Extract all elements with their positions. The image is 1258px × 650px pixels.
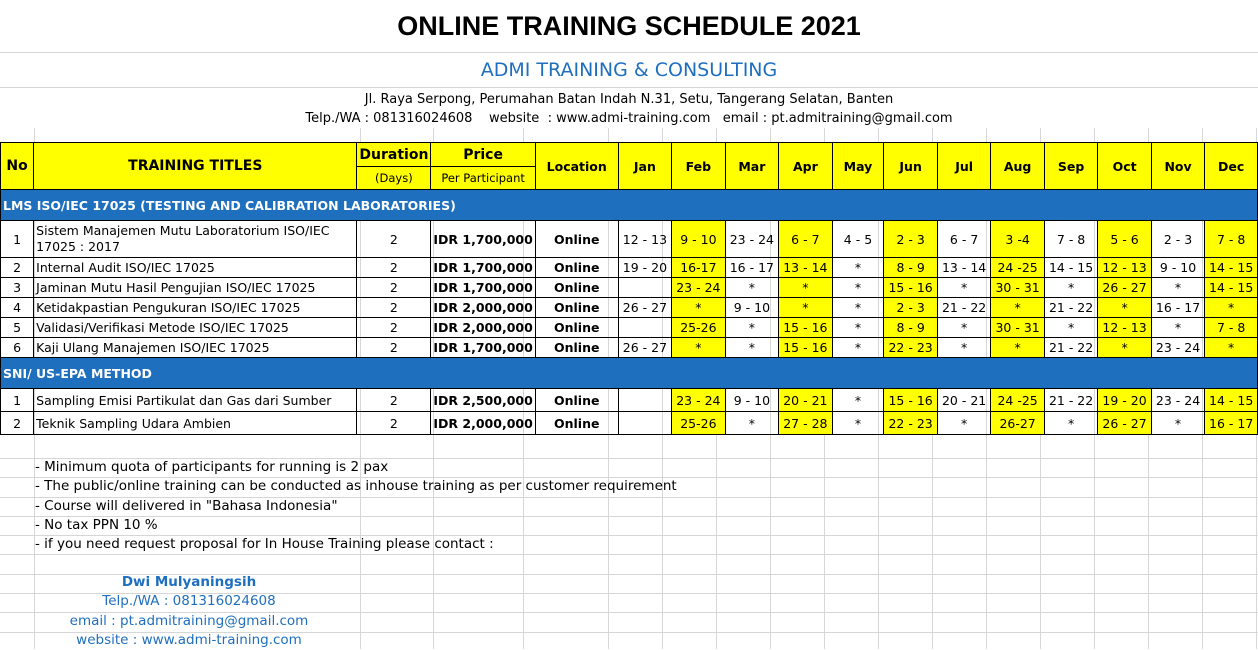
schedule-date-cell: * bbox=[1044, 278, 1097, 298]
duration-cell: 2 bbox=[357, 318, 431, 338]
location-cell: Online bbox=[535, 389, 618, 412]
location-cell: Online bbox=[535, 318, 618, 338]
schedule-date-cell: * bbox=[725, 318, 778, 338]
schedule-date-cell: * bbox=[1151, 412, 1204, 435]
schedule-date-cell: * bbox=[725, 338, 778, 358]
schedule-date-cell: * bbox=[937, 278, 990, 298]
schedule-date-cell: 13 - 14 bbox=[779, 258, 832, 278]
schedule-date-cell: * bbox=[832, 338, 884, 358]
header-row bbox=[1, 143, 1258, 167]
schedule-date-cell: 3 -4 bbox=[991, 221, 1044, 258]
schedule-date-cell: 24 -25 bbox=[991, 389, 1044, 412]
price-cell: IDR 2,500,000 bbox=[431, 389, 535, 412]
schedule-date-cell: 2 - 3 bbox=[884, 298, 937, 318]
table-row bbox=[1, 221, 1258, 258]
contact-phone: Telp./WA : 081316024608 bbox=[102, 593, 276, 610]
contact-email: email : pt.admitraining@gmail.com bbox=[69, 612, 309, 629]
training-title: Sistem Manajemen Mutu Laboratorium ISO/IEC 17025 : 2017 bbox=[34, 221, 357, 258]
header-location: Location bbox=[535, 143, 618, 190]
schedule-date-cell: * bbox=[725, 412, 778, 435]
schedule-date-cell: 20 - 21 bbox=[937, 389, 990, 412]
schedule-date-cell: 20 - 21 bbox=[779, 389, 832, 412]
schedule-date-cell: 15 - 16 bbox=[884, 278, 937, 298]
schedule-date-cell: 19 - 20 bbox=[1098, 389, 1151, 412]
location-cell: Online bbox=[535, 258, 618, 278]
schedule-date-cell: 16 - 17 bbox=[1205, 412, 1258, 435]
price-cell: IDR 2,000,000 bbox=[431, 298, 535, 318]
duration-cell: 2 bbox=[357, 389, 431, 412]
schedule-date-cell: * bbox=[672, 298, 725, 318]
schedule-date-cell: * bbox=[1098, 338, 1151, 358]
price-cell: IDR 2,000,000 bbox=[431, 412, 535, 435]
schedule-date-cell: 6 - 7 bbox=[779, 221, 832, 258]
schedule-date-cell: 7 - 8 bbox=[1205, 221, 1258, 258]
schedule-date-cell: 23 - 24 bbox=[672, 389, 725, 412]
schedule-date-cell: 30 - 31 bbox=[991, 318, 1044, 338]
schedule-date-cell: 21 - 22 bbox=[1044, 298, 1097, 318]
row-number: 2 bbox=[1, 412, 34, 435]
schedule-date-cell: 26 - 27 bbox=[1098, 412, 1151, 435]
location-cell: Online bbox=[535, 298, 618, 318]
schedule-date-cell: * bbox=[937, 338, 990, 358]
row-number: 3 bbox=[1, 278, 34, 298]
training-title: Teknik Sampling Udara Ambien bbox=[34, 412, 357, 435]
schedule-date-cell: * bbox=[779, 298, 832, 318]
schedule-date-cell: * bbox=[832, 412, 884, 435]
schedule-date-cell: * bbox=[1205, 338, 1258, 358]
schedule-date-cell: * bbox=[991, 338, 1044, 358]
price-cell: IDR 2,000,000 bbox=[431, 318, 535, 338]
company-contact-line: Telp./WA : 081316024608 website : www.admi-training.com email : pt.admitraining@gmail.com bbox=[0, 109, 1258, 128]
header-month: Feb bbox=[672, 143, 725, 190]
table-row bbox=[1, 298, 1258, 318]
duration-cell: 2 bbox=[357, 412, 431, 435]
row-number: 1 bbox=[1, 221, 34, 258]
schedule-date-cell: * bbox=[832, 318, 884, 338]
training-title: Validasi/Verifikasi Metode ISO/IEC 17025 bbox=[34, 318, 357, 338]
header-month: Nov bbox=[1151, 143, 1204, 190]
location-cell: Online bbox=[535, 221, 618, 258]
schedule-date-cell: 12 - 13 bbox=[1098, 258, 1151, 278]
location-cell: Online bbox=[535, 412, 618, 435]
training-title: Ketidakpastian Pengukuran ISO/IEC 17025 bbox=[34, 298, 357, 318]
schedule-date-cell: * bbox=[832, 278, 884, 298]
schedule-date-cell: 9 - 10 bbox=[672, 221, 725, 258]
row-number: 2 bbox=[1, 258, 34, 278]
schedule-table bbox=[0, 142, 1258, 435]
schedule-date-cell: 21 - 22 bbox=[937, 298, 990, 318]
schedule-date-cell: 15 - 16 bbox=[779, 338, 832, 358]
schedule-date-cell: * bbox=[779, 278, 832, 298]
location-cell: Online bbox=[535, 278, 618, 298]
header-duration-unit: (Days) bbox=[357, 167, 431, 190]
row-number: 1 bbox=[1, 389, 34, 412]
schedule-date-cell: 14 - 15 bbox=[1205, 278, 1258, 298]
duration-cell: 2 bbox=[357, 258, 431, 278]
schedule-date-cell bbox=[618, 278, 671, 298]
schedule-date-cell: * bbox=[832, 389, 884, 412]
header-month: Apr bbox=[779, 143, 832, 190]
gridline bbox=[0, 87, 1258, 88]
schedule-date-cell: 30 - 31 bbox=[991, 278, 1044, 298]
schedule-date-cell: 23 - 24 bbox=[1151, 389, 1204, 412]
schedule-date-cell: 27 - 28 bbox=[779, 412, 832, 435]
schedule-date-cell: 16 - 17 bbox=[725, 258, 778, 278]
section-header-row bbox=[1, 190, 1258, 221]
schedule-date-cell: 23 - 24 bbox=[672, 278, 725, 298]
training-title: Jaminan Mutu Hasil Pengujian ISO/IEC 17025 bbox=[34, 278, 357, 298]
table-row bbox=[1, 389, 1258, 412]
header-month: Mar bbox=[725, 143, 778, 190]
schedule-date-cell: 23 - 24 bbox=[1151, 338, 1204, 358]
schedule-date-cell: 22 - 23 bbox=[884, 338, 937, 358]
schedule-date-cell: * bbox=[1205, 298, 1258, 318]
schedule-date-cell bbox=[618, 412, 671, 435]
header-month: Aug bbox=[991, 143, 1044, 190]
duration-cell: 2 bbox=[357, 298, 431, 318]
price-cell: IDR 1,700,000 bbox=[431, 258, 535, 278]
notes-list bbox=[35, 458, 677, 554]
schedule-date-cell: 15 - 16 bbox=[884, 389, 937, 412]
table-row bbox=[1, 258, 1258, 278]
header-duration: Duration bbox=[357, 143, 431, 167]
section-header-row bbox=[1, 358, 1258, 389]
schedule-date-cell: 16-17 bbox=[672, 258, 725, 278]
schedule-date-cell: 25-26 bbox=[672, 412, 725, 435]
location-cell: Online bbox=[535, 338, 618, 358]
schedule-date-cell: * bbox=[1044, 412, 1097, 435]
schedule-date-cell: 14 - 15 bbox=[1044, 258, 1097, 278]
note-item: - Minimum quota of participants for running is 2 pax bbox=[35, 459, 389, 475]
note-item: - if you need request proposal for In House Training please contact : bbox=[35, 536, 494, 553]
schedule-date-cell: * bbox=[725, 278, 778, 298]
schedule-date-cell: 5 - 6 bbox=[1098, 221, 1151, 258]
schedule-date-cell: 9 - 10 bbox=[725, 298, 778, 318]
section-title: LMS ISO/IEC 17025 (TESTING AND CALIBRATION LABORATORIES) bbox=[1, 190, 1258, 221]
schedule-date-cell: 8 - 9 bbox=[884, 258, 937, 278]
header-month: Jul bbox=[937, 143, 990, 190]
schedule-date-cell: * bbox=[832, 258, 884, 278]
header-month: Dec bbox=[1205, 143, 1258, 190]
schedule-date-cell: 23 - 24 bbox=[725, 221, 778, 258]
duration-cell: 2 bbox=[357, 278, 431, 298]
company-name: ADMI TRAINING & CONSULTING bbox=[0, 53, 1258, 87]
schedule-date-cell: * bbox=[1098, 298, 1151, 318]
schedule-date-cell: 19 - 20 bbox=[618, 258, 671, 278]
schedule-date-cell: 4 - 5 bbox=[832, 221, 884, 258]
note-item: - Course will delivered in "Bahasa Indonesia" bbox=[35, 497, 338, 514]
schedule-date-cell: 2 - 3 bbox=[1151, 221, 1204, 258]
schedule-date-cell: 13 - 14 bbox=[937, 258, 990, 278]
contact-block bbox=[36, 573, 342, 650]
header-training-titles: TRAINING TITLES bbox=[34, 143, 357, 190]
schedule-date-cell: 9 - 10 bbox=[725, 389, 778, 412]
row-number: 4 bbox=[1, 298, 34, 318]
schedule-date-cell: 9 - 10 bbox=[1151, 258, 1204, 278]
schedule-date-cell: * bbox=[832, 298, 884, 318]
header-month: Jun bbox=[884, 143, 937, 190]
schedule-date-cell: 26 - 27 bbox=[618, 298, 671, 318]
schedule-date-cell: 26 - 27 bbox=[1098, 278, 1151, 298]
page-title: ONLINE TRAINING SCHEDULE 2021 bbox=[0, 0, 1258, 52]
contact-name: Dwi Mulyaningsih bbox=[121, 574, 257, 590]
schedule-date-cell: 6 - 7 bbox=[937, 221, 990, 258]
schedule-date-cell: * bbox=[991, 298, 1044, 318]
schedule-date-cell: 12 - 13 bbox=[618, 221, 671, 258]
schedule-date-cell: 7 - 8 bbox=[1044, 221, 1097, 258]
schedule-date-cell: 25-26 bbox=[672, 318, 725, 338]
price-cell: IDR 1,700,000 bbox=[431, 221, 535, 258]
row-number: 5 bbox=[1, 318, 34, 338]
schedule-date-cell: 26-27 bbox=[991, 412, 1044, 435]
header-month: Jan bbox=[618, 143, 671, 190]
schedule-date-cell: 16 - 17 bbox=[1151, 298, 1204, 318]
schedule-date-cell: * bbox=[1151, 318, 1204, 338]
schedule-date-cell: 14 - 15 bbox=[1205, 258, 1258, 278]
training-title: Internal Audit ISO/IEC 17025 bbox=[34, 258, 357, 278]
schedule-date-cell: 22 - 23 bbox=[884, 412, 937, 435]
schedule-date-cell: 24 -25 bbox=[991, 258, 1044, 278]
schedule-date-cell: 12 - 13 bbox=[1098, 318, 1151, 338]
table-row bbox=[1, 412, 1258, 435]
schedule-date-cell: 26 - 27 bbox=[618, 338, 671, 358]
schedule-date-cell: * bbox=[1151, 278, 1204, 298]
company-address: Jl. Raya Serpong, Perumahan Batan Indah N.31, Setu, Tangerang Selatan, Banten bbox=[0, 90, 1258, 109]
price-cell: IDR 1,700,000 bbox=[431, 278, 535, 298]
header-price-unit: Per Participant bbox=[431, 167, 535, 190]
table-row bbox=[1, 318, 1258, 338]
header-month: May bbox=[832, 143, 884, 190]
contact-website: website : www.admi-training.com bbox=[76, 631, 302, 648]
schedule-date-cell: * bbox=[1044, 318, 1097, 338]
schedule-date-cell: * bbox=[937, 412, 990, 435]
duration-cell: 2 bbox=[357, 338, 431, 358]
table-row bbox=[1, 278, 1258, 298]
training-title: Kaji Ulang Manajemen ISO/IEC 17025 bbox=[34, 338, 357, 358]
section-title: SNI/ US-EPA METHOD bbox=[1, 358, 1258, 389]
schedule-date-cell: 14 - 15 bbox=[1205, 389, 1258, 412]
header-month: Oct bbox=[1098, 143, 1151, 190]
price-cell: IDR 1,700,000 bbox=[431, 338, 535, 358]
schedule-date-cell bbox=[618, 389, 671, 412]
schedule-date-cell: * bbox=[937, 318, 990, 338]
header-no: No bbox=[1, 143, 34, 190]
duration-cell: 2 bbox=[357, 221, 431, 258]
schedule-date-cell: 15 - 16 bbox=[779, 318, 832, 338]
schedule-date-cell: 7 - 8 bbox=[1205, 318, 1258, 338]
training-title: Sampling Emisi Partikulat dan Gas dari Sumber bbox=[34, 389, 357, 412]
table-row bbox=[1, 338, 1258, 358]
header-price: Price bbox=[431, 143, 535, 167]
note-item: - The public/online training can be conducted as inhouse training as per customer requirement bbox=[35, 478, 677, 495]
schedule-date-cell: * bbox=[672, 338, 725, 358]
schedule-date-cell: 21 - 22 bbox=[1044, 338, 1097, 358]
schedule-date-cell: 21 - 22 bbox=[1044, 389, 1097, 412]
row-number: 6 bbox=[1, 338, 34, 358]
schedule-date-cell: 8 - 9 bbox=[884, 318, 937, 338]
note-item: - No tax PPN 10 % bbox=[35, 516, 158, 533]
schedule-date-cell bbox=[618, 318, 671, 338]
header-month: Sep bbox=[1044, 143, 1097, 190]
schedule-date-cell: 2 - 3 bbox=[884, 221, 937, 258]
